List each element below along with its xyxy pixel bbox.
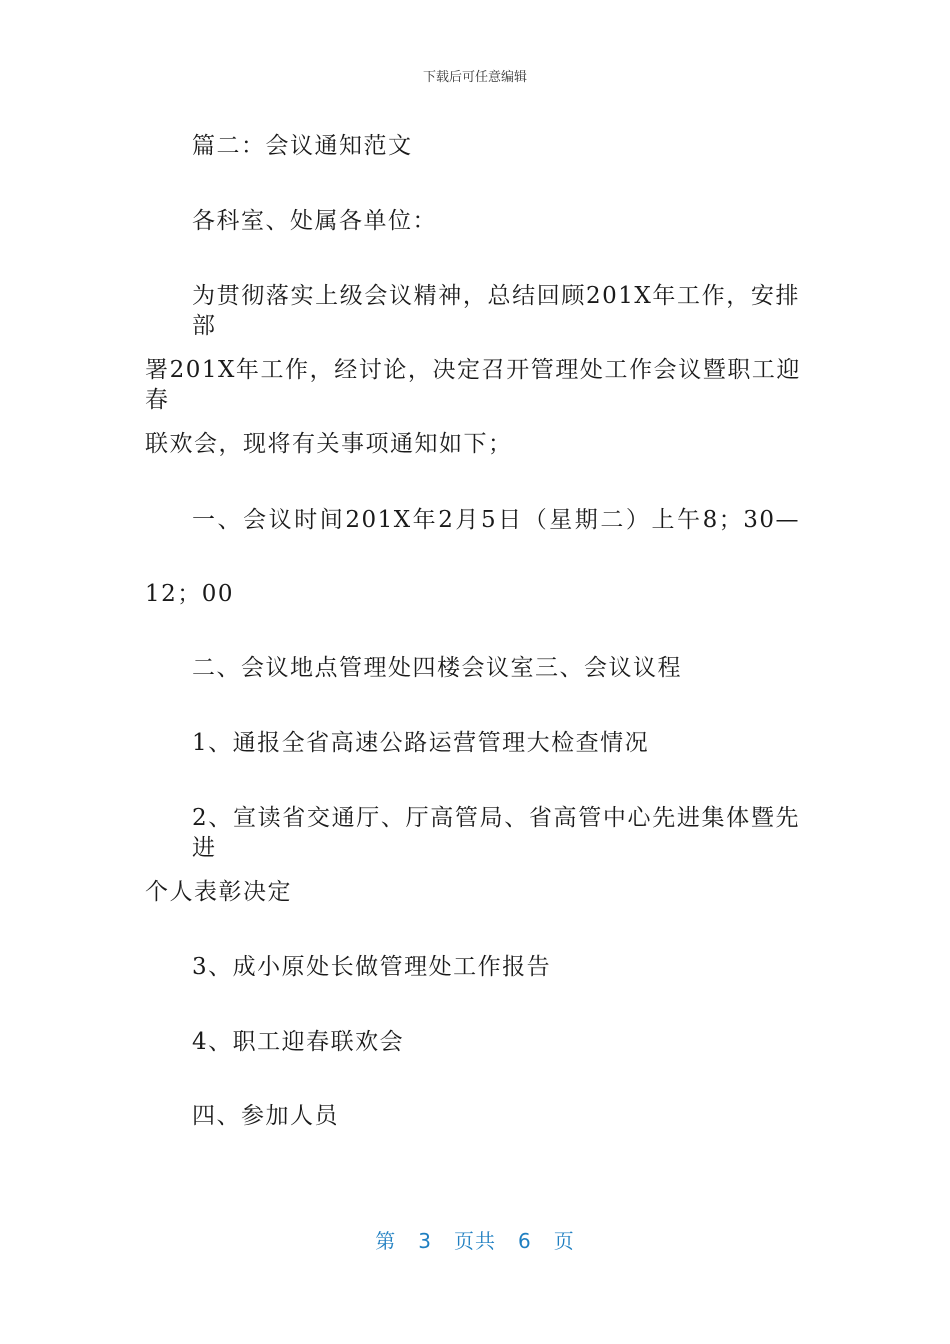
meeting-time-line-2: 12；00 [145, 581, 235, 607]
agenda-item-4: 4、职工迎春联欢会 [192, 1029, 405, 1055]
attendees-heading: 四、参加人员 [192, 1103, 339, 1129]
intro-line-1: 为贯彻落实上级会议精神，总结回顾201X年工作，安排部 [192, 283, 800, 339]
page-current: 3 [418, 1229, 432, 1253]
agenda-item-1: 1、通报全省高速公路运营管理大检查情况 [192, 730, 650, 756]
page-mid: 页共 [454, 1229, 496, 1253]
page-suffix: 页 [553, 1229, 575, 1253]
page-total: 6 [518, 1229, 532, 1253]
page-number-footer [0, 1225, 950, 1254]
page-prefix: 第 [375, 1229, 397, 1253]
header-note: 下载后可任意编辑 [422, 70, 527, 85]
meeting-time-line-1: 一、会议时间201X年2月5日（星期二）上午8；30— [192, 507, 800, 533]
intro-line-2: 署201X年工作，经讨论，决定召开管理处工作会议暨职工迎春 [145, 357, 801, 413]
intro-line-3: 联欢会，现将有关事项通知如下； [145, 431, 513, 457]
meeting-place: 二、会议地点管理处四楼会议室三、会议议程 [192, 655, 682, 681]
agenda-item-2-line-2: 个人表彰决定 [145, 879, 292, 905]
agenda-item-3: 3、成小原处长做管理处工作报告 [192, 954, 552, 980]
document-title: 篇二：会议通知范文 [192, 133, 413, 159]
agenda-item-2-line-1: 2、宣读省交通厅、厅高管局、省高管中心先进集体暨先进 [192, 805, 800, 861]
salutation: 各科室、处属各单位： [192, 208, 437, 234]
